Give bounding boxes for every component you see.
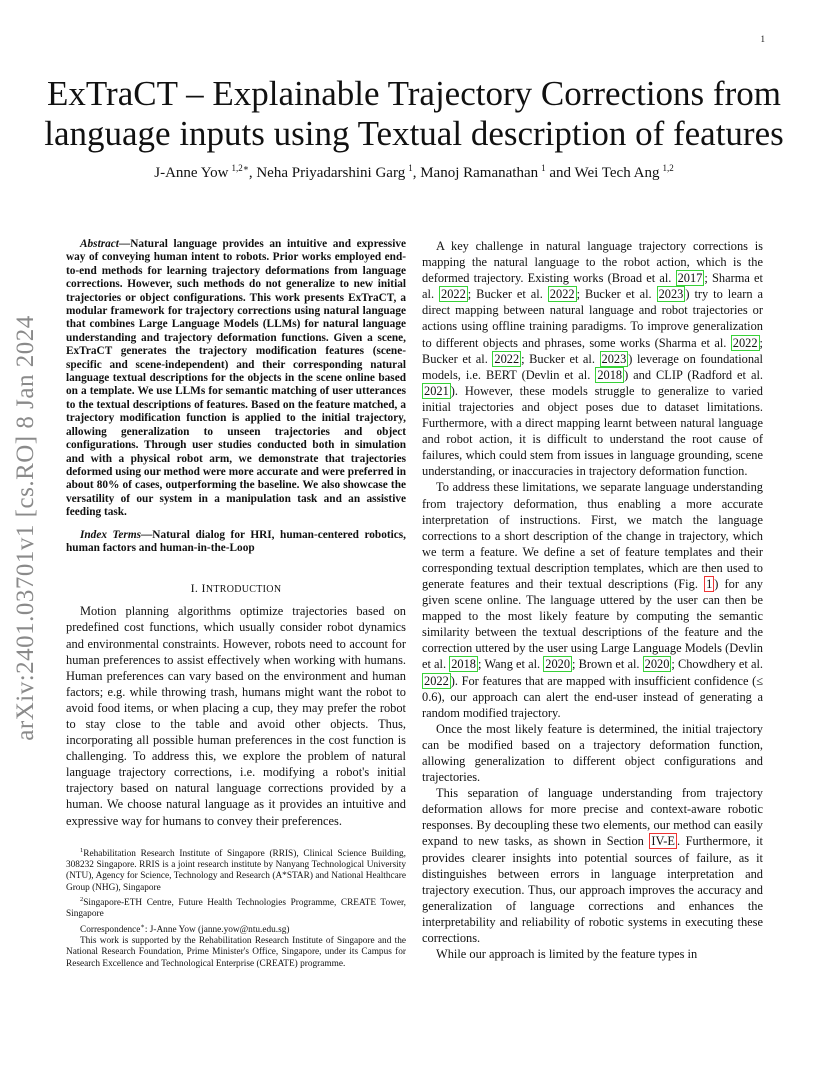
footnote-text: Singapore-ETH Centre, Future Health Technologies Programme, CREATE Tower, Singapore	[66, 898, 406, 920]
citation-link[interactable]: 2018	[597, 367, 623, 382]
text-run: ) and CLIP (Radford et al.	[624, 367, 763, 382]
text-run: ). For features that are mapped with insufficient confidence (≤ 0.6), our approach can alert the end-user instead of generating a random modified trajectory.	[422, 673, 763, 720]
affiliation-mark: 1	[408, 163, 413, 173]
title-line: ExTraCT – Explainable Trajectory Corrections from	[47, 74, 781, 113]
section-title-rest: NTRODUCTION	[205, 584, 282, 596]
text-run: ). However, these models struggle to generalize to varied initial trajectories and object poses due to dataset limitations. Furthermore, with a direct mapping learnt between natural language and robot action, it is difficult to understand the root cause of failures, which could stem from issues in language grounding, scene understanding, or inaccuracies in trajectory deformation function.	[422, 383, 763, 479]
title-line: language inputs using Textual description of features	[44, 114, 784, 153]
footnote-mark: 1	[80, 846, 84, 854]
correspondence-text: : J-Anne Yow (janne.yow@ntu.edu.sg)	[144, 924, 290, 935]
section-heading-introduction	[66, 581, 406, 596]
author-name: Wei Tech Ang	[574, 165, 660, 181]
abstract	[66, 238, 406, 520]
citation-link[interactable]: 2018	[451, 657, 476, 672]
footnote-2	[66, 894, 406, 921]
citation-link[interactable]: 2022	[732, 335, 758, 350]
author-list	[40, 165, 788, 182]
paragraph	[422, 785, 763, 946]
author-name: Neha Priyadarshini Garg	[256, 165, 406, 181]
citation-link[interactable]: 2022	[494, 351, 520, 366]
author-separator: ,	[248, 165, 257, 181]
citation-link[interactable]: 2017	[677, 271, 703, 286]
text-run: . Furthermore, it provides clearer insights into potential sources of failure, as it distinguishes between errors in language interpretation and trajectory execution. Thus, our approach improves the accuracy and generalization of language corrections and enhances the interpretability and reliability of robotic systems in executing these corrections.	[422, 834, 763, 946]
abstract-text: —Natural language provides an intuitive and expressive way of conveying human intent to robots. Prior works employed end-to-end methods for learning trajectory deformations from language corrections. However, such methods do not generalize to new initial trajectories or object configurations. This work presents ExTraCT, a modular framework for trajectory corrections using natural language that combines Large Language Models (LLMs) for natural language understanding and trajectory deformation functions. Given a scene, ExTraCT generates the trajectory modification features (scene-specific and scene-independent) and their corresponding natural language textual descriptions for the objects in the scene online based on a template. We use LLMs for semantic matching of user utterances to the textual descriptions of features. Based on the feature matched, a trajectory modification function is applied to the initial trajectory, allowing generalization to unseen trajectories and object configurations. Through user studies conducted both in simulation and with a physical robot arm, we demonstrate that trajectories deformed using our method were more accurate and were preferred in about 80% of cases, outperforming the baseline. We also showcase the versatility of our system in a manipulation task and an assistive feeding task.	[66, 238, 406, 519]
arxiv-identifier-stamp	[5, 298, 47, 758]
author-separator: ,	[412, 165, 421, 181]
citation-link[interactable]: 2020	[545, 657, 571, 672]
affiliation-mark: 1,2∗	[231, 163, 249, 173]
text-run: ; Bucker et al.	[467, 287, 548, 302]
text-run: ) leverage on foundational models, i.e. BERT (Devlin et al.	[422, 351, 763, 382]
introduction-body	[66, 603, 406, 828]
citation-link[interactable]: 2020	[644, 657, 670, 672]
text-run: To address these limitations, we separate language understanding from trajectory deformation, thus enabling a more accurate interpretation of instructions. First, we match the language corrections to a short description of the change in trajectory, which we term a feature. We define a set of feature templates and their corresponding textual description templates, which are then used to generate features and their textual descriptions (Fig.	[422, 480, 763, 591]
footnote-1	[66, 845, 406, 894]
abstract-lead: Abstract	[80, 238, 119, 250]
affiliation-mark: 1	[541, 163, 546, 173]
text-run: ) for any given scene online. The language uttered by the user can then be mapped to the most likely feature by computing the semantic similarity between the textual descriptions of the feature and the correction uttered by the user using Large Language Models (Devlin et al.	[422, 576, 763, 672]
author-name: Manoj Ramanathan	[420, 165, 539, 181]
citation-link[interactable]: 2022	[441, 287, 466, 302]
citation-link[interactable]: 2022	[424, 673, 449, 688]
text-run: ; Sharma et al.	[422, 271, 763, 302]
text-run: ; Brown et al.	[572, 657, 643, 672]
paragraph	[422, 479, 763, 720]
paragraph: While our approach is limited by the feature types in	[436, 947, 698, 962]
intro-paragraph: Motion planning algorithms optimize trajectories based on predefined cost functions, which usually consider robot dynamics and environmental constraints. However, robots need to account for human preferences to assist effectively when working with humans. Human preferences can vary based on the environment and human factors; e.g. while throwing trash, humans might want the robot to avoid food items, or when placing a cup, they may prefer the robot to stay close to the table and avoid other objects. Thus, incorporating all possible human preferences in the cost function is challenging. To address this, we explore the problem of natural language trajectory corrections, i.e. modifying a robot's initial trajectory based on natural language corrections provided by a human. We choose natural language as it provides an intuitive and expressive way for humans to convey their preferences.	[66, 604, 406, 828]
text-run: A key challenge in natural language trajectory corrections is mapping the natural language to the robot action, which is the deformed trajectory. Existing works (Broad et al.	[422, 239, 763, 286]
footnote-mark: 2	[80, 895, 84, 903]
affiliation-mark: 1,2	[662, 163, 674, 173]
text-run: ; Bucker et al.	[576, 287, 657, 302]
page-number: 1	[760, 34, 765, 44]
text-run: ; Bucker et al.	[521, 351, 600, 366]
footnotes	[66, 845, 406, 970]
author-separator: and	[545, 165, 575, 181]
footnote-text: Rehabilitation Research Institute of Singapore (RRIS), Clinical Science Building, 308232 Singapore. RRIS is a joint research institute by Nanyang Technological University (NTU), Agency for Science, Technology and Research (A*STAR) and National Healthcare Group (NHG), Singapore	[66, 848, 406, 893]
right-column	[422, 238, 763, 962]
paragraph	[422, 238, 763, 479]
paper-title	[40, 74, 788, 154]
figure-ref-link[interactable]: 1	[706, 576, 713, 591]
text-run: ; Chowdhery et al.	[671, 657, 763, 672]
citation-link[interactable]: 2021	[424, 383, 449, 398]
citation-link[interactable]: 2023	[658, 287, 684, 302]
left-column	[66, 238, 406, 970]
section-numeral: I.	[190, 581, 202, 596]
arxiv-stamp-text: arXiv:2401.03701v1 [cs.RO] 8 Jan 2024	[12, 315, 39, 741]
text-run: ; Wang et al.	[478, 657, 544, 672]
citation-link[interactable]: 2022	[549, 287, 575, 302]
footnote-correspondence	[66, 921, 406, 936]
index-terms	[66, 529, 406, 556]
text-run: This separation of language understanding from trajectory deformation allows for more precise and context-aware robotic responses. By decoupling these two elements, our method can easily expand to new tasks, as shown in Section	[422, 786, 763, 849]
footnote-funding: This work is supported by the Rehabilitation Research Institute of Singapore and the National Research Foundation, Prime Minister's Office, Singapore, under its Campus for Research Excellence and Technological Enterprise (CREATE) programme.	[66, 936, 406, 969]
section-title-initial: I	[201, 581, 206, 596]
author-name: J-Anne Yow	[154, 165, 229, 181]
text-run: ; Bucker et al.	[422, 335, 763, 366]
text-run: ) try to learn a direct mapping between natural language and robot trajectories or actions using offline training paradigms. To improve generalization to different objects and phrases, some works (Sharma et al.	[422, 287, 763, 350]
citation-link[interactable]: 2023	[601, 351, 627, 366]
correspondence-label: Correspondence	[80, 924, 141, 935]
footnote-mark: ∗	[140, 922, 145, 930]
index-terms-text: —Natural dialog for HRI, human-centered robotics, human factors and human-in-the-Loop	[66, 528, 406, 554]
index-terms-lead: Index Terms	[80, 528, 141, 541]
section-ref-link[interactable]: IV-E	[651, 834, 675, 849]
paragraph: Once the most likely feature is determined, the initial trajectory can be modified based on a trajectory deformation function, allowing generalization to different object configurations and trajectories.	[422, 721, 763, 785]
